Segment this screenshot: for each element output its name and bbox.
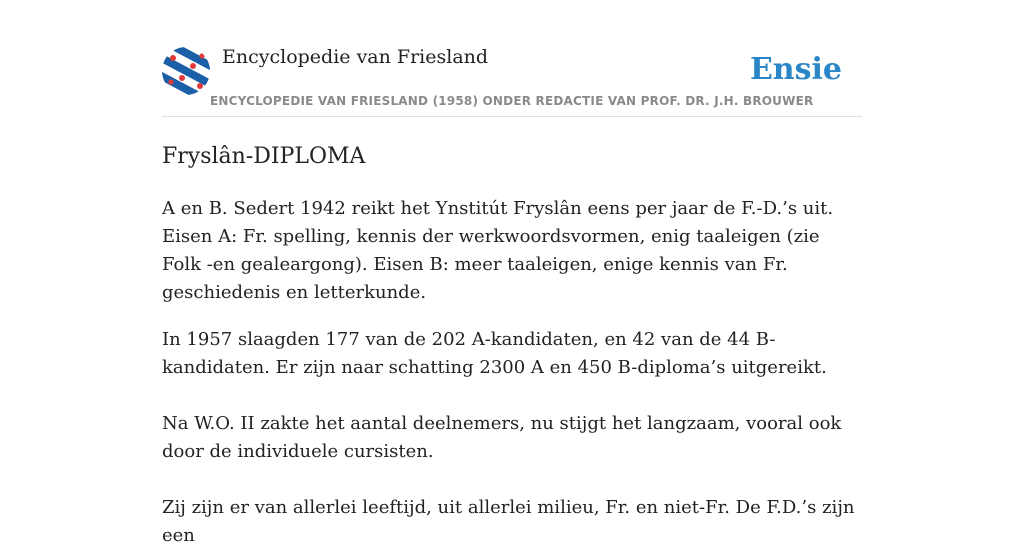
site-header (162, 0, 862, 117)
site-title[interactable]: Encyclopedie van Friesland (222, 46, 489, 68)
article-paragraph-2: In 1957 slaagden 177 van de 202 A-kandidaten, en 42 van de 44 B-kandidaten. Er zijn naar schatting 2300 A en 450 B-diploma’s uitgereikt. Na W.O. II zakte het aantal deelnemers, nu stijgt het langzaam, vooral ook door de individuele cursisten. Zij zijn er van allerlei leeftijd, uit allerlei milieu, Fr. en niet-Fr. De F.D.’s zijn een (162, 329, 855, 546)
page (162, 0, 862, 546)
article-title: Fryslân-DIPLOMA (162, 144, 366, 169)
frisian-flag-icon[interactable] (162, 47, 210, 95)
brand-logo-link[interactable]: Ensie (749, 52, 842, 87)
site-subtitle: ENCYCLOPEDIE VAN FRIESLAND (1958) ONDER REDACTIE VAN PROF. DR. J.H. BROUWER (210, 94, 814, 108)
article-paragraph-1: A en B. Sedert 1942 reikt het Ynstitút Fryslân eens per jaar de F.-D.’s uit. Eisen A: Fr. spelling, kennis der werkwoordsvormen, enig taaleigen (zie Folk -en gealeargong). Eisen B: meer taaleigen, enige kennis van Fr. geschiedenis en letterkunde. (162, 198, 834, 303)
